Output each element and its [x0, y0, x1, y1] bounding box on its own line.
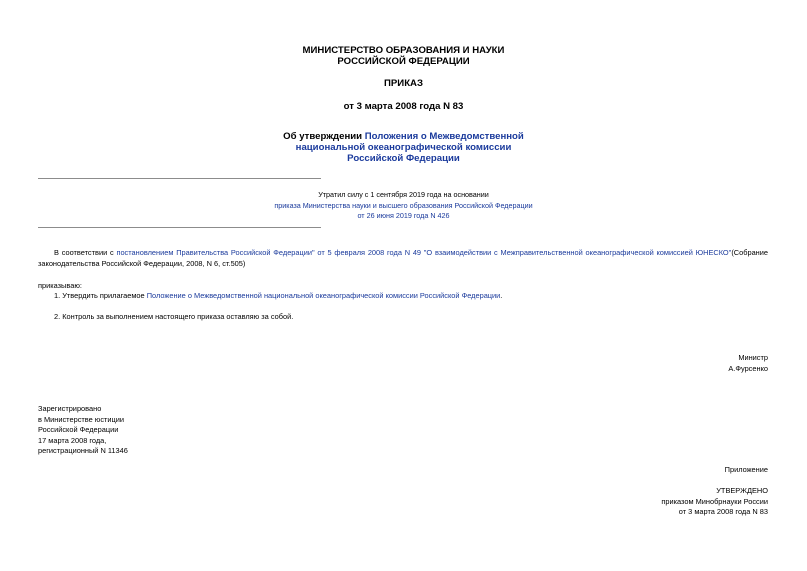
- order-item-2: 2. Контроль за выполнением настоящего приказа оставляю за собой.: [54, 312, 294, 321]
- title-link-line-2[interactable]: национальной океанографической комиссии: [295, 142, 512, 153]
- appendix-block: [560, 486, 768, 518]
- registration-line-1: Зарегистрировано: [38, 404, 102, 413]
- order-item-1: [54, 291, 784, 302]
- item-1-link[interactable]: Положение о Межведомственной национальной океанографической комиссии Российской Федерации: [146, 291, 501, 300]
- status-block: [0, 190, 807, 222]
- ministry-line-1: МИНИСТЕРСТВО ОБРАЗОВАНИЯ И НАУКИ: [302, 45, 505, 56]
- appendix-approved: УТВЕРЖДЕНО: [716, 486, 768, 495]
- ministry-line-2: РОССИЙСКОЙ ФЕДЕРАЦИИ: [337, 56, 470, 67]
- registration-line-4: 17 марта 2008 года,: [38, 435, 107, 445]
- registration-block: [38, 404, 128, 457]
- title-prefix: Об утверждении: [283, 131, 365, 142]
- title-link-line-1[interactable]: Положения о Межведомственной: [364, 131, 524, 142]
- doc-title: [0, 131, 807, 164]
- preamble-text-1: В соответствии с: [54, 248, 117, 257]
- signature-name: А.Фурсенко: [728, 364, 768, 373]
- preamble-paragraph: [38, 248, 768, 269]
- registration-line-5: регистрационный N 11346: [38, 446, 128, 455]
- status-link-line-2[interactable]: приказа Министерства науки и высшего образования Российской Федерации: [274, 200, 533, 210]
- status-top-rule: [38, 178, 321, 179]
- doc-type: ПРИКАЗ: [384, 78, 423, 89]
- status-bottom-rule: [38, 227, 321, 228]
- item-1-suffix: .: [500, 291, 503, 300]
- appendix-date: от 3 марта 2008 года N 83: [678, 507, 768, 516]
- item-1-prefix: 1. Утвердить прилагаемое: [54, 291, 147, 300]
- ministry-heading: [0, 45, 807, 67]
- title-link-line-3[interactable]: Российской Федерации: [347, 153, 460, 164]
- doc-date-number: от 3 марта 2008 года N 83: [343, 101, 464, 112]
- preamble-text-2: (Собрание законодательства Российской Федерации, 2008, N 6, ст.505): [38, 248, 768, 268]
- appendix-label: Приложение: [724, 465, 768, 474]
- appendix-by-order: приказом Минобрнауки России: [661, 496, 768, 506]
- preamble-link[interactable]: постановлением Правительства Российской Федерации" от 5 февраля 2008 года N 49 "О взаимодействии с Межправительственной океанографической комиссией ЮНЕСКО": [116, 248, 732, 257]
- registration-line-3: Российской Федерации: [38, 425, 119, 434]
- registration-line-2: в Министерстве юстиции: [38, 414, 125, 424]
- signature-position: Министр: [738, 353, 768, 362]
- order-word: приказываю:: [38, 281, 82, 290]
- status-line-1: Утратил силу с 1 сентября 2019 года на основании: [318, 190, 489, 199]
- status-link-line-3[interactable]: от 26 июня 2019 года N 426: [357, 211, 450, 220]
